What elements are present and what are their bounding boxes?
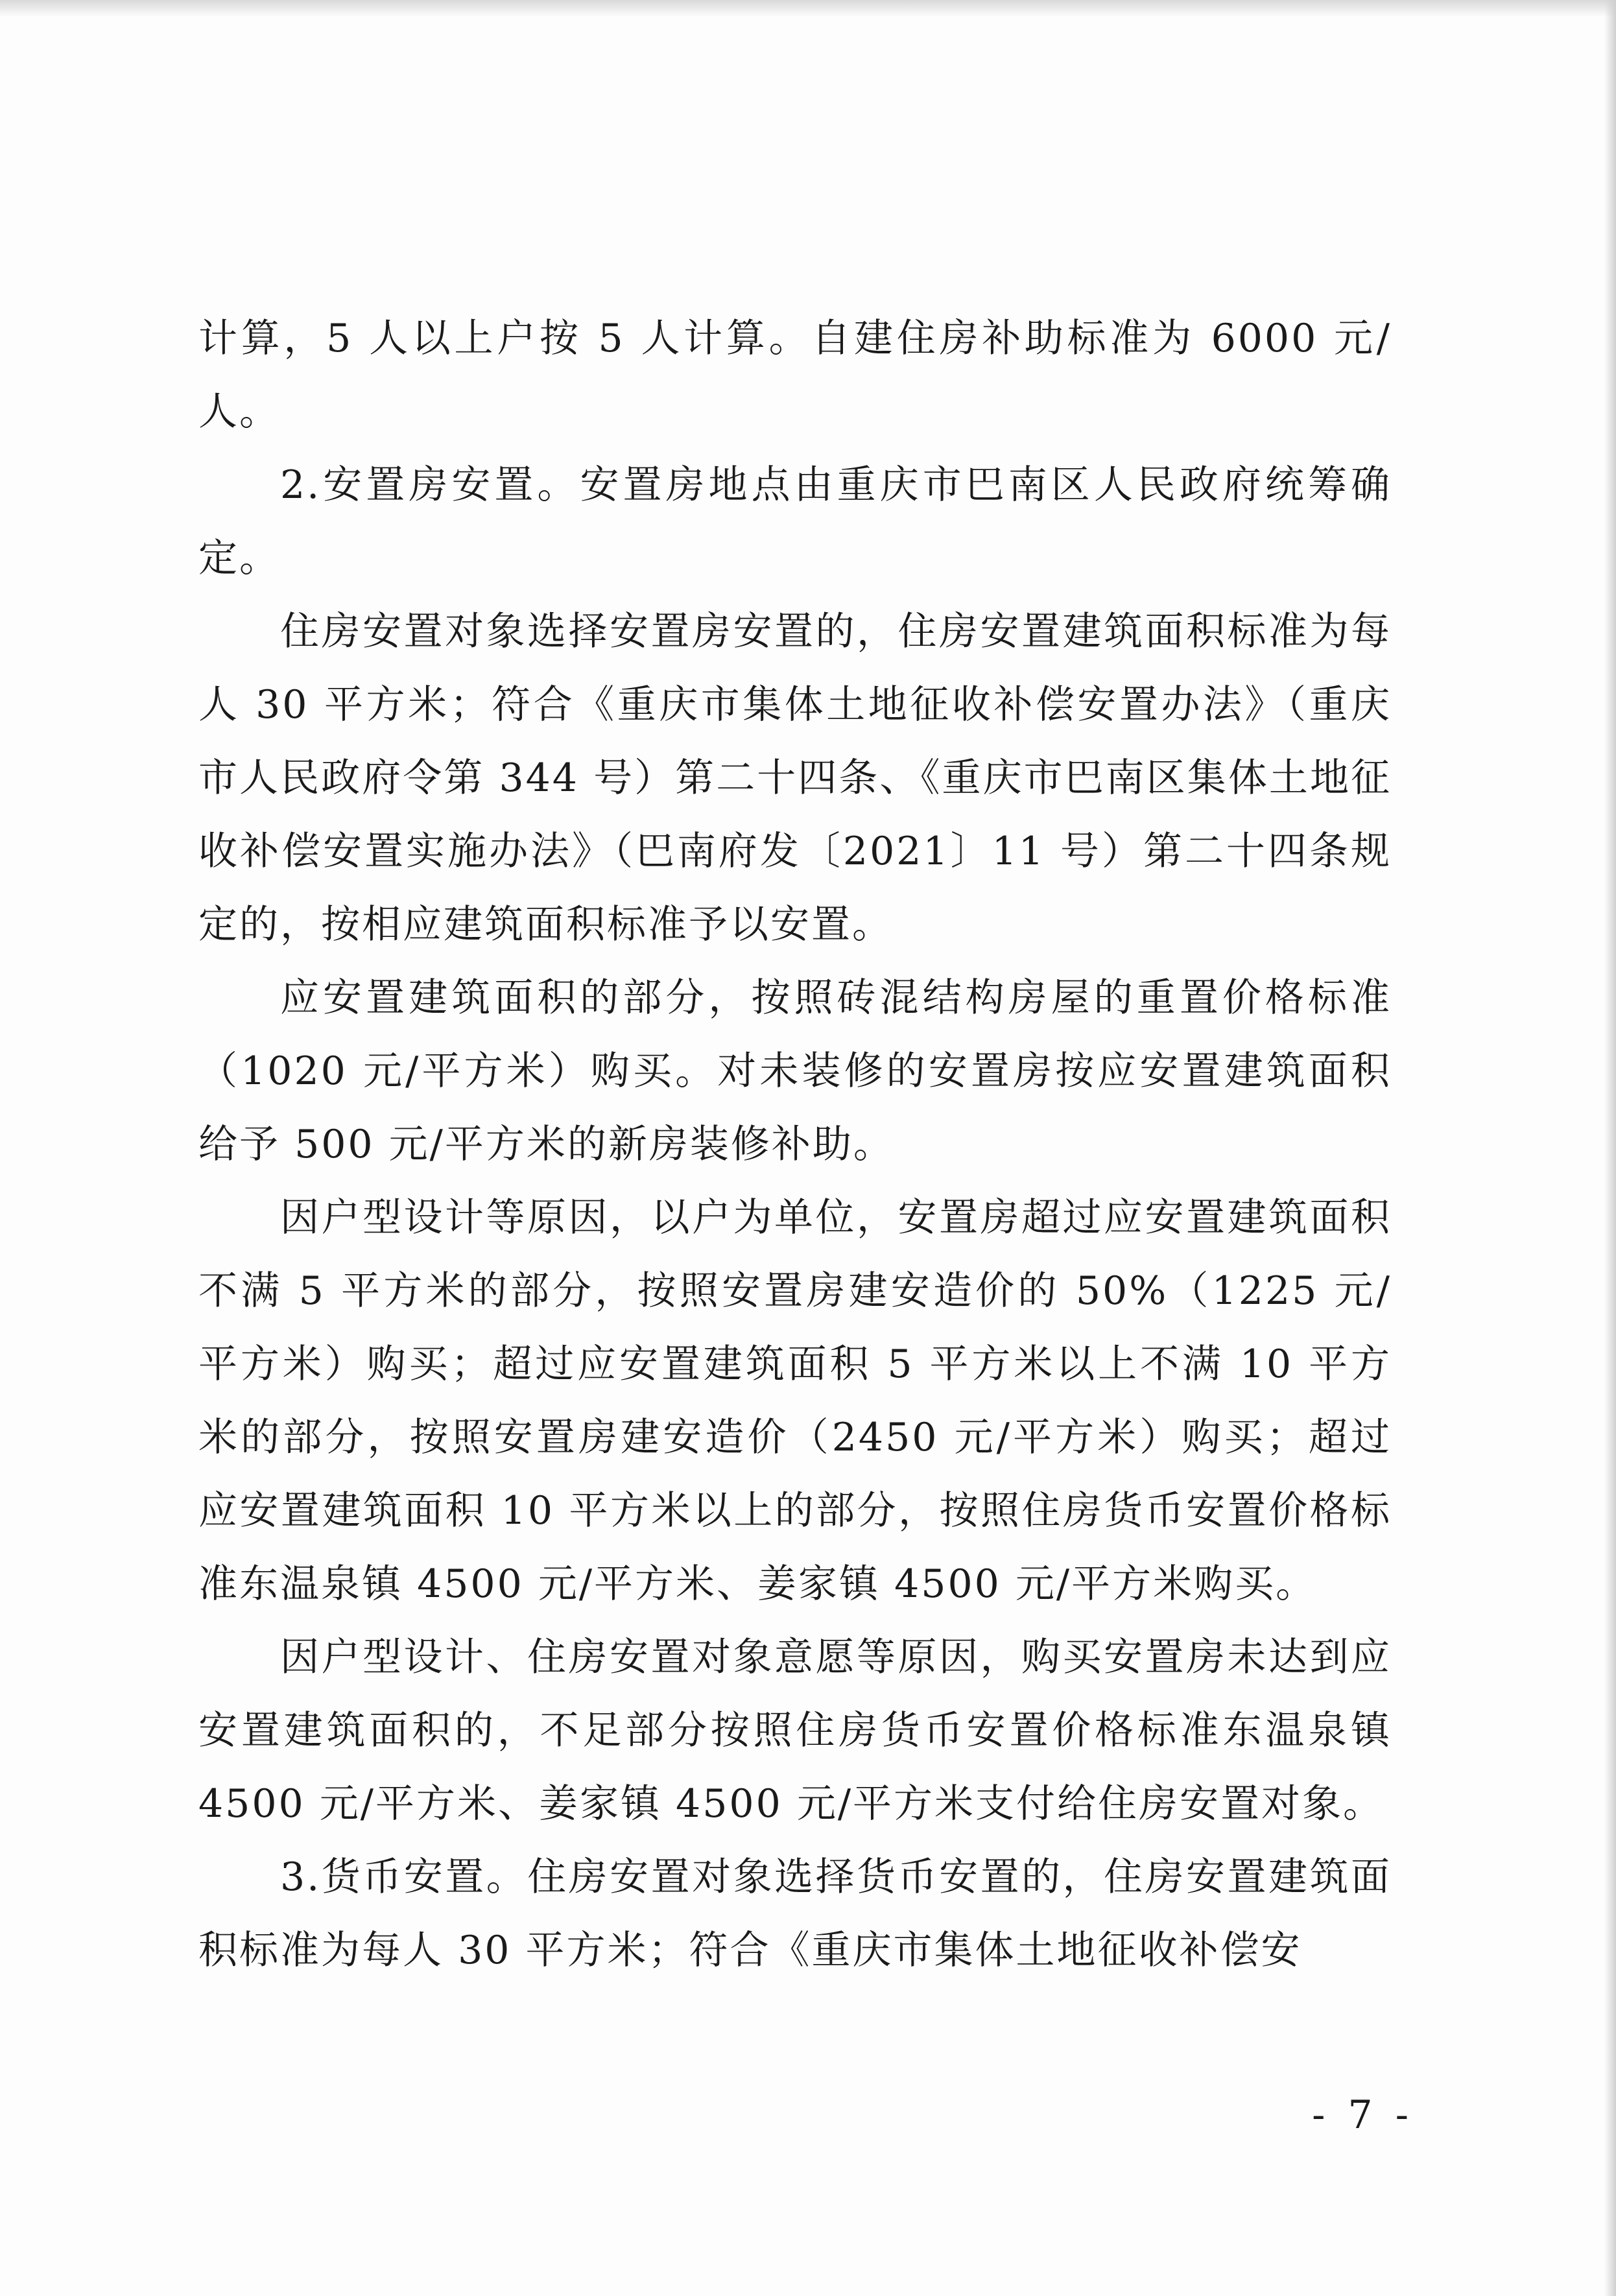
paragraph-area-standard: 住房安置对象选择安置房安置的，住房安置建筑面积标准为每人 30 平方米；符合《重庆市集体土地征收补偿安置办法》（重庆市人民政府令第 344 号）第二十四条、《重庆市巴南区集体土地征收补偿安置实施办法》（巴南府发〔2021〕11 号）第二十四条规定的，按相应建筑面积标准予以安置。 bbox=[198, 609, 1392, 947]
page-number: - 7 - bbox=[1312, 2092, 1414, 2138]
paragraph-purchase-price: 应安置建筑面积的部分，按照砖混结构房屋的重置价格标准（1020 元/平方米）购买。对未装修的安置房按应安置建筑面积给予 500 元/平方米的新房装修补助。 bbox=[198, 975, 1392, 1167]
document-body bbox=[198, 302, 1392, 1987]
scan-edge-right bbox=[1604, 0, 1616, 2296]
paragraph-monetary-resettlement: 3.货币安置。住房安置对象选择货币安置的，住房安置建筑面积标准为每人 30 平方米；符合《重庆市集体土地征收补偿安 bbox=[198, 1854, 1392, 1973]
paragraph-excess-area: 因户型设计等原因，以户为单位，安置房超过应安置建筑面积不满 5 平方米的部分，按照安置房建安造价的 50%（1225 元/平方米）购买；超过应安置建筑面积 5 平方米以上不满 10 平方米的部分，按照安置房建安造价（2450 元/平方米）购买；超过应安置建筑面积 10 平方米以上的部分，按照住房货币安置价格标准东温泉镇 4500 元/平方米、姜家镇 4500 元/平方米购买。 bbox=[198, 1195, 1392, 1607]
paragraph-shortfall-area: 因户型设计、住房安置对象意愿等原因，购买安置房未达到应安置建筑面积的，不足部分按照住房货币安置价格标准东温泉镇 4500 元/平方米、姜家镇 4500 元/平方米支付给住房安置对象。 bbox=[198, 1635, 1392, 1827]
paragraph-resettlement-housing: 2.安置房安置。安置房地点由重庆市巴南区人民政府统筹确定。 bbox=[198, 462, 1392, 581]
scan-edge-top bbox=[0, 0, 1616, 17]
paragraph-continuation: 计算，5 人以上户按 5 人计算。自建住房补助标准为 6000 元/人。 bbox=[198, 316, 1392, 434]
